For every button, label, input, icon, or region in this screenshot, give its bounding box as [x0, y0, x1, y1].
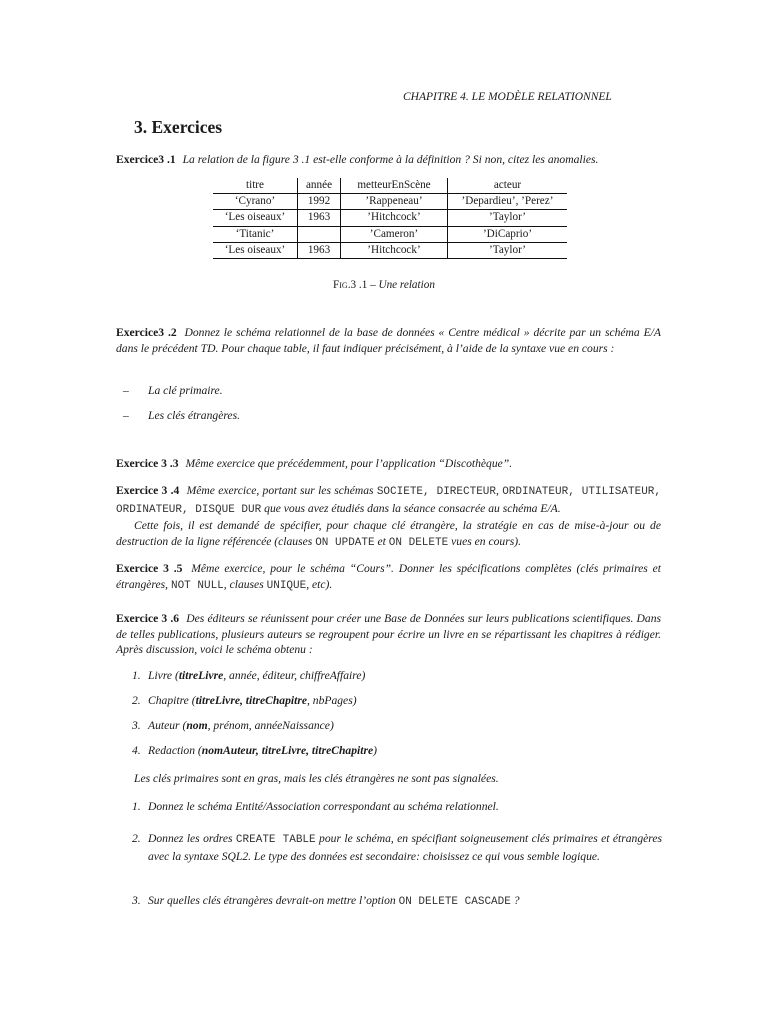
figure-caption	[0, 278, 768, 294]
table-cell: ’Depardieu’, ’Perez’	[448, 194, 568, 210]
column-header: titre	[213, 178, 298, 194]
code-span: NOT NULL	[170, 579, 224, 592]
table-header-row	[213, 178, 567, 194]
exercise-label: Exercice 3 .5	[116, 562, 183, 575]
exercise-3-5: Exercice 3 .5 Même exercice, pour le schéma “Cours”. Donner les spécifications complètes (clés primaires et étrangères, NOT NULL, clauses UNIQUE, etc).	[116, 562, 661, 592]
table-cell: ’Cameron’	[341, 226, 448, 242]
code-span: UNIQUE	[266, 579, 307, 592]
table-cell: ‘Les oiseaux’	[213, 210, 298, 226]
exercise-label: Exercice 3 .3	[116, 457, 179, 470]
caption-prefix: Fig.3 .1 –	[333, 279, 379, 291]
code-span: ON DELETE CASCADE	[398, 896, 511, 908]
table-row	[213, 226, 567, 242]
table-cell: ’DiCaprio’	[448, 226, 568, 242]
exercise-3-3	[116, 456, 661, 472]
question-item: 1. Donnez le schéma Entité/Association correspondant au schéma relationnel.	[132, 800, 499, 813]
question-item: 3. Sur quelles clés étrangères devrait-on mettre l’option ON DELETE CASCADE ?	[132, 894, 520, 908]
exercise-text: Des éditeurs se réunissent pour créer une Base de Données sur leurs publications scientifiques. Dans de telles publications, plusieurs auteurs se regroupent pour écrire un livre en se répartissant les chapitres à rédiger. Après discussion, voici le schéma obtenu :	[116, 612, 662, 656]
table-cell: ’Hitchcock’	[341, 210, 448, 226]
table-cell: ‘Les oiseaux’	[213, 242, 298, 258]
table-row	[213, 242, 567, 258]
table-cell: ’Taylor’	[448, 210, 568, 226]
list-item: – Les clés étrangères.	[123, 408, 240, 424]
schema-item: 1. Livre (titreLivre, année, éditeur, chiffreAffaire)	[132, 669, 366, 682]
primary-key: nom	[186, 719, 208, 732]
table-cell: 1992	[298, 194, 341, 210]
exercise-3-4: Exercice 3 .4 Même exercice, portant sur les schémas SOCIETE, DIRECTEUR, ORDINATEUR, UTILISATEUR, ORDINATEUR, DISQUE DUR que vous avez étudiés dans la séance consacrée au schéma E/A. Cette fois, il est demandé de spécifier, pour chaque clé étrangère, la stratégie en cas de mise-à-jour ou de destruction de la ligne référencée (clauses ON UPDATE et ON DELETE vues en cours).	[116, 484, 662, 549]
question-item: 2. Donnez les ordres CREATE TABLE pour le schéma, en spécifiant soigneusement clés primaires et étrangères avec la syntaxe SQL2. Le type des données est secondaire: choisissez ce qui vous semble logique.	[132, 832, 663, 863]
column-header: metteurEnScène	[341, 178, 448, 194]
table-cell	[298, 226, 341, 242]
relation-table	[213, 178, 567, 259]
exercise-label: Exercice3 .2	[116, 326, 177, 339]
schema-item: 2. Chapitre (titreLivre, titreChapitre, nbPages)	[132, 694, 357, 707]
code-span: ON DELETE	[388, 536, 449, 549]
primary-key: nomAuteur, titreLivre, titreChapitre	[201, 744, 374, 757]
exercise-3-6	[116, 611, 661, 658]
table-cell: 1963	[298, 210, 341, 226]
exercise-label: Exercice3 .1	[116, 153, 176, 166]
exercise-3-1	[116, 152, 661, 168]
exercise-text: Donnez le schéma relationnel de la base de données « Centre médical » décrite par un schéma E/A dans le précédent TD. Pour chaque table, il faut indiquer précisément, à l’aide de la syntaxe vue en cours :	[116, 326, 661, 355]
list-item: – La clé primaire.	[123, 383, 223, 399]
column-header: acteur	[448, 178, 568, 194]
table-row	[213, 210, 567, 226]
running-header: CHAPITRE 4. LE MODÈLE RELATIONNEL	[403, 91, 612, 103]
exercise-text: La relation de la figure 3 .1 est-elle conforme à la définition ? Si non, citez les anomalies.	[182, 153, 599, 166]
caption-text: Une relation	[378, 279, 435, 291]
schema-item: 4. Redaction (nomAuteur, titreLivre, titreChapitre)	[132, 744, 377, 757]
code-span: ON UPDATE	[315, 536, 375, 549]
table-cell: ‘Titanic’	[213, 226, 298, 242]
primary-key: titreLivre, titreChapitre	[195, 694, 307, 707]
table-row	[213, 194, 567, 210]
code-span: ORDINATEUR, UTILISATEUR, ORDINATEUR, DISQUE DUR	[116, 486, 662, 516]
table-cell: ’Taylor’	[448, 242, 568, 258]
exercise-label: Exercice 3 .4	[116, 484, 180, 497]
schema-note: Les clés primaires sont en gras, mais les clés étrangères ne sont pas signalées.	[134, 772, 499, 785]
exercise-text: Même exercice que précédemment, pour l’application “Discothèque”.	[185, 457, 513, 470]
schema-item: 3. Auteur (nom, prénom, annéeNaissance)	[132, 719, 334, 732]
table-cell: ’Rappeneau’	[341, 194, 448, 210]
table-cell: 1963	[298, 242, 341, 258]
code-span: CREATE TABLE	[235, 834, 316, 846]
table-cell: ‘Cyrano’	[213, 194, 298, 210]
exercise-3-2	[116, 325, 661, 356]
column-header: année	[298, 178, 341, 194]
primary-key: titreLivre	[178, 669, 224, 682]
section-title: 3. Exercices	[134, 117, 223, 137]
exercise-label: Exercice 3 .6	[116, 612, 180, 625]
table-cell: ’Hitchcock’	[341, 242, 448, 258]
code-span: SOCIETE, DIRECTEUR	[376, 486, 497, 498]
